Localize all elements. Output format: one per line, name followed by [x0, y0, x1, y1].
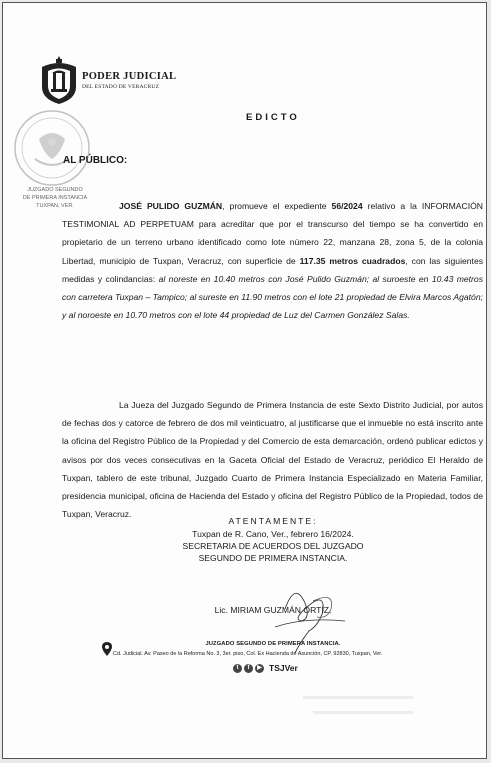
closing-block [133, 515, 413, 564]
paragraph-text: , con las siguientes medidas y colindancias: [62, 255, 484, 284]
paragraph-text: , promueve el expediente [222, 201, 332, 211]
social-links [233, 663, 298, 673]
greeting: AL PÚBLICO: [63, 155, 128, 166]
surface-area: 117.35 metros cuadrados [299, 255, 406, 266]
office-line-1: SECRETARIA DE ACUERDOS DEL JUZGADO [182, 541, 364, 551]
youtube-icon: ▶ [255, 664, 264, 673]
paragraph-text: relativo a la INFORMACIÓN TESTIMONIAL AD PERPETUAM para acreditar que por el transcurso del tiempo se ha convertido en propietario de un terreno urbano identificado como lote número 22, manzana 28, zona 5, de la colonia Libertad, municipio de Tuxpan, Veracruz, con superficie de [62, 201, 483, 266]
twitter-icon: t [233, 664, 242, 673]
seal-line: JUZGADO SEGUNDO [27, 187, 83, 193]
seal-line: DE PRIMERA INSTANCIA [22, 195, 88, 201]
org-subtitle: DEL ESTADO DE VERACRUZ [82, 84, 160, 90]
document-page [2, 2, 487, 759]
social-handle: TSJVer [269, 663, 298, 673]
footer-court: JUZGADO SEGUNDO DE PRIMERA INSTANCIA. [205, 641, 341, 647]
org-name: PODER JUDICIAL [82, 71, 177, 82]
court-seal [13, 109, 91, 187]
poder-judicial-logo [39, 55, 79, 105]
atentamente-label: ATENTAMENTE: [228, 516, 318, 526]
paragraph-1 [62, 197, 483, 324]
document-title: EDICTO [246, 112, 300, 123]
location-pin-icon [102, 642, 112, 656]
paragraph-2: La Jueza del Juzgado Segundo de Primera Instancia de este Sexto Distrito Judicial, por autos de fechas dos y catorce de febrero de dos mil veinticuatro, al justificarse que el inmueble no está inscrito ante la oficina del Registro Público de la Propiedad y del Comercio de esta demarcación, ordenó publicar edictos y avisos por dos veces consecutivas en la Gaceta Oficial del Estado de Veracruz, periódico El Heraldo de Tuxpan, tablero de este tribunal, Juzgado Cuarto de Primera Instancia Especializado en Materia Familiar, presidencia municipal, oficina de Hacienda del Estado y oficina del Registro Público de la Propiedad, todos de Tuxpan, Veracruz. [62, 400, 483, 520]
bleed-through [303, 691, 423, 731]
office-line-2: SEGUNDO DE PRIMERA INSTANCIA. [198, 553, 348, 563]
footer-address: Cd. Judicial. Av. Paseo de la Reforma No. 3, 3er. piso, Col. Ex Hacienda de Asunción, CP. 92830, Tuxpan, Ver. [113, 651, 383, 657]
seal-line: TUXPAN, VER. [36, 203, 74, 209]
signer-name: Lic. MIRIAM GUZMÁN ORTÍZ. [214, 605, 332, 615]
place-date: Tuxpan de R. Cano, Ver., febrero 16/2024. [192, 529, 354, 539]
expediente-number: 56/2024 [331, 201, 363, 211]
promovente-name: JOSÉ PULIDO GUZMÁN [119, 201, 223, 211]
colindancias-text: al noreste en 10.40 metros con José Pulido Guzmán; al suroeste en 10.43 metros con carretera Tuxpan – Tampico; al sureste en 11.90 metros con el lote 21 propiedad de Elvira Marcos Agatón; y al noroeste en 10.70 metros con el lote 44 propiedad de Luz del Carmen González Salas. [62, 273, 483, 321]
facebook-icon: f [244, 664, 253, 673]
